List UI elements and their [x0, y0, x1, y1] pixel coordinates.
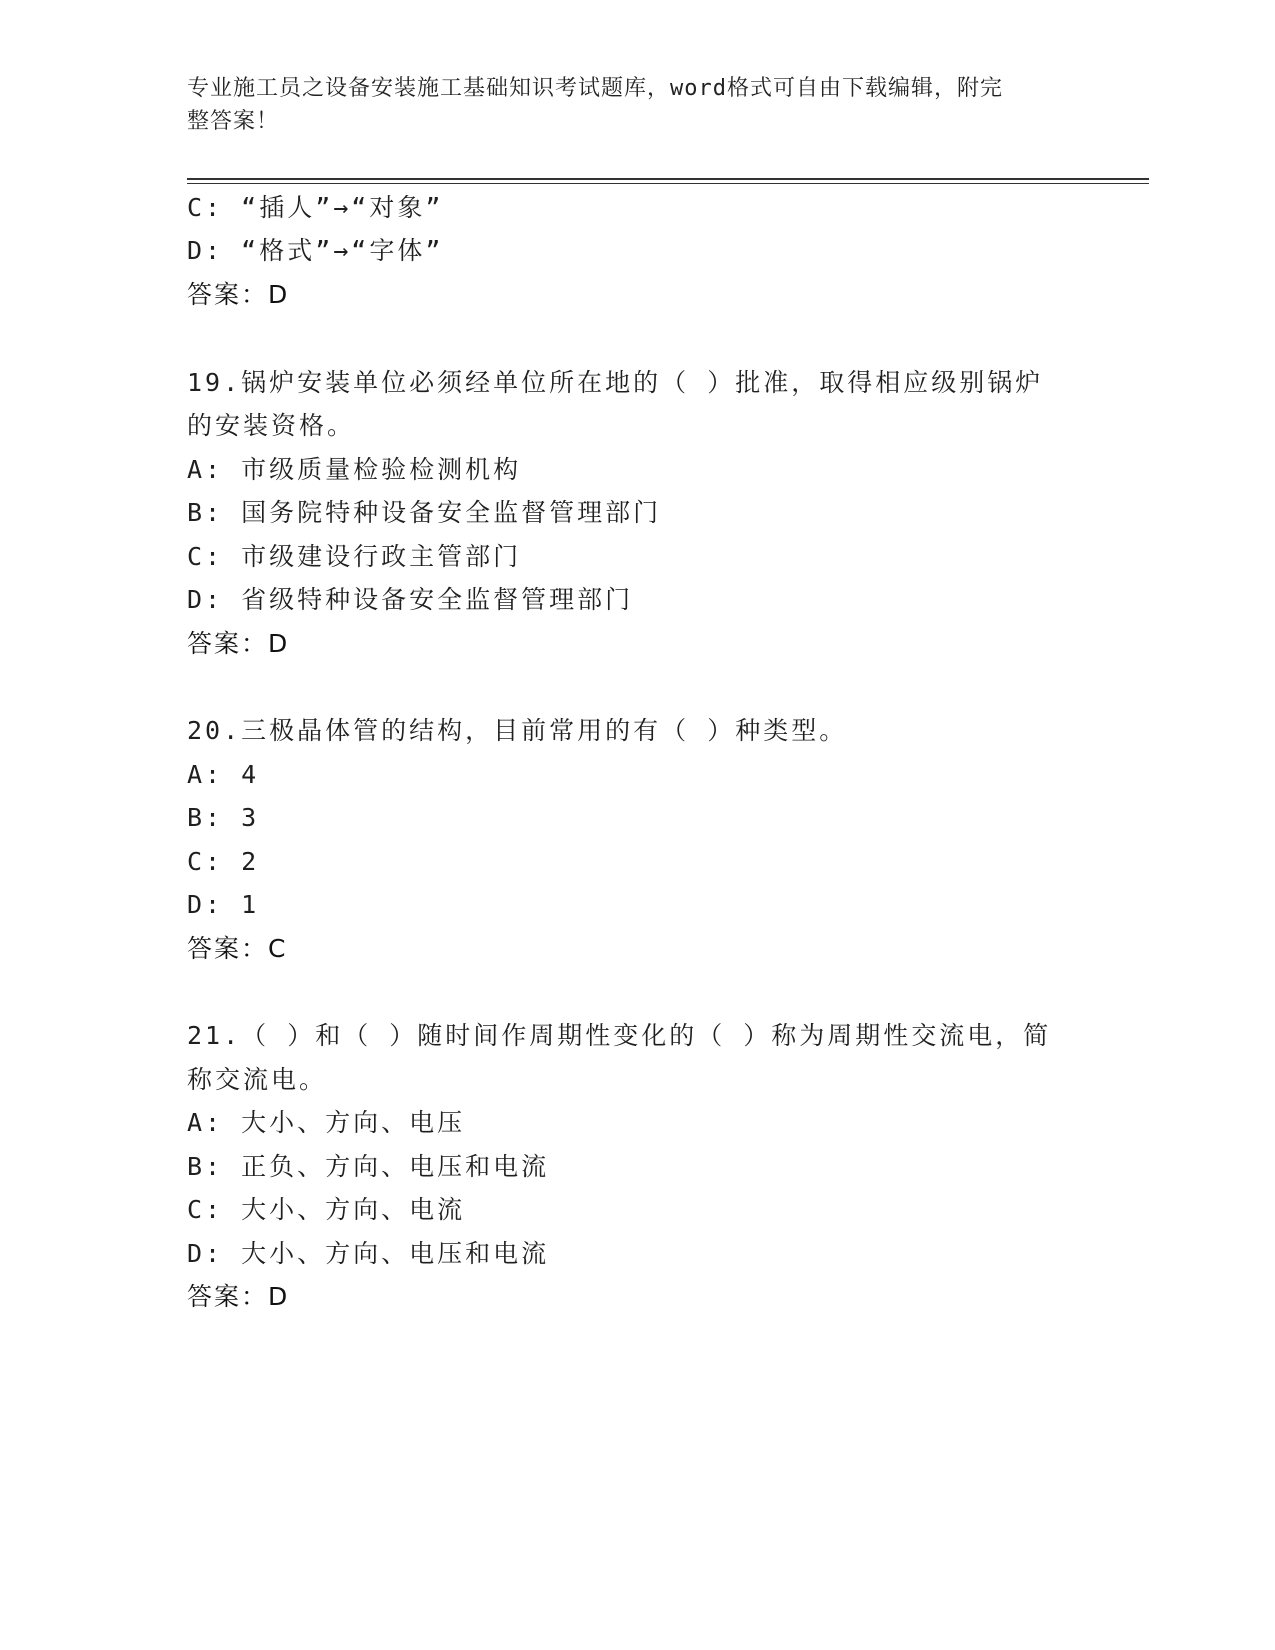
- header-line-2: 整答案！: [187, 109, 280, 134]
- q21-option-d: D: 大小、方向、电压和电流: [187, 1239, 550, 1268]
- q20-answer: 答案：C: [187, 934, 288, 963]
- q18-answer: 答案：D: [187, 280, 290, 309]
- q21-stem-line-1: 21.（ ）和（ ）随时间作周期性变化的（ ）称为周期性交流电，简: [187, 1021, 1052, 1050]
- header-divider-thick: [187, 178, 1149, 180]
- q19-option-a: A: 市级质量检验检测机构: [187, 455, 522, 484]
- header-divider-thin: [187, 183, 1149, 184]
- q18-option-d: D: “格式”→“字体”: [187, 236, 444, 265]
- document-header: [187, 72, 1067, 138]
- q19-stem-line-2: 的安装资格。: [187, 411, 356, 440]
- q19-option-b: B: 国务院特种设备安全监督管理部门: [187, 498, 662, 527]
- q21-option-a: A: 大小、方向、电压: [187, 1108, 466, 1137]
- q18-option-c: C: “插人”→“对象”: [187, 193, 444, 222]
- q21-stem-line-2: 称交流电。: [187, 1065, 328, 1094]
- q21-option-b: B: 正负、方向、电压和电流: [187, 1152, 550, 1181]
- q19-stem-line-1: 19.锅炉安装单位必须经单位所在地的（ ）批准，取得相应级别锅炉: [187, 368, 1044, 397]
- q21-option-c: C: 大小、方向、电流: [187, 1195, 466, 1224]
- q20-option-a: A: 4: [187, 760, 260, 789]
- q21-answer: 答案：D: [187, 1282, 290, 1311]
- q20-option-d: D: 1: [187, 890, 260, 919]
- q19-option-c: C: 市级建设行政主管部门: [187, 542, 522, 571]
- q20-option-c: C: 2: [187, 847, 260, 876]
- q20-option-b: B: 3: [187, 803, 260, 832]
- q19-answer: 答案：D: [187, 629, 290, 658]
- header-line-1: 专业施工员之设备安装施工基础知识考试题库，word格式可自由下载编辑，附完: [187, 76, 1003, 101]
- q20-stem-line-1: 20.三极晶体管的结构，目前常用的有（ ）种类型。: [187, 716, 848, 745]
- q19-option-d: D: 省级特种设备安全监督管理部门: [187, 585, 634, 614]
